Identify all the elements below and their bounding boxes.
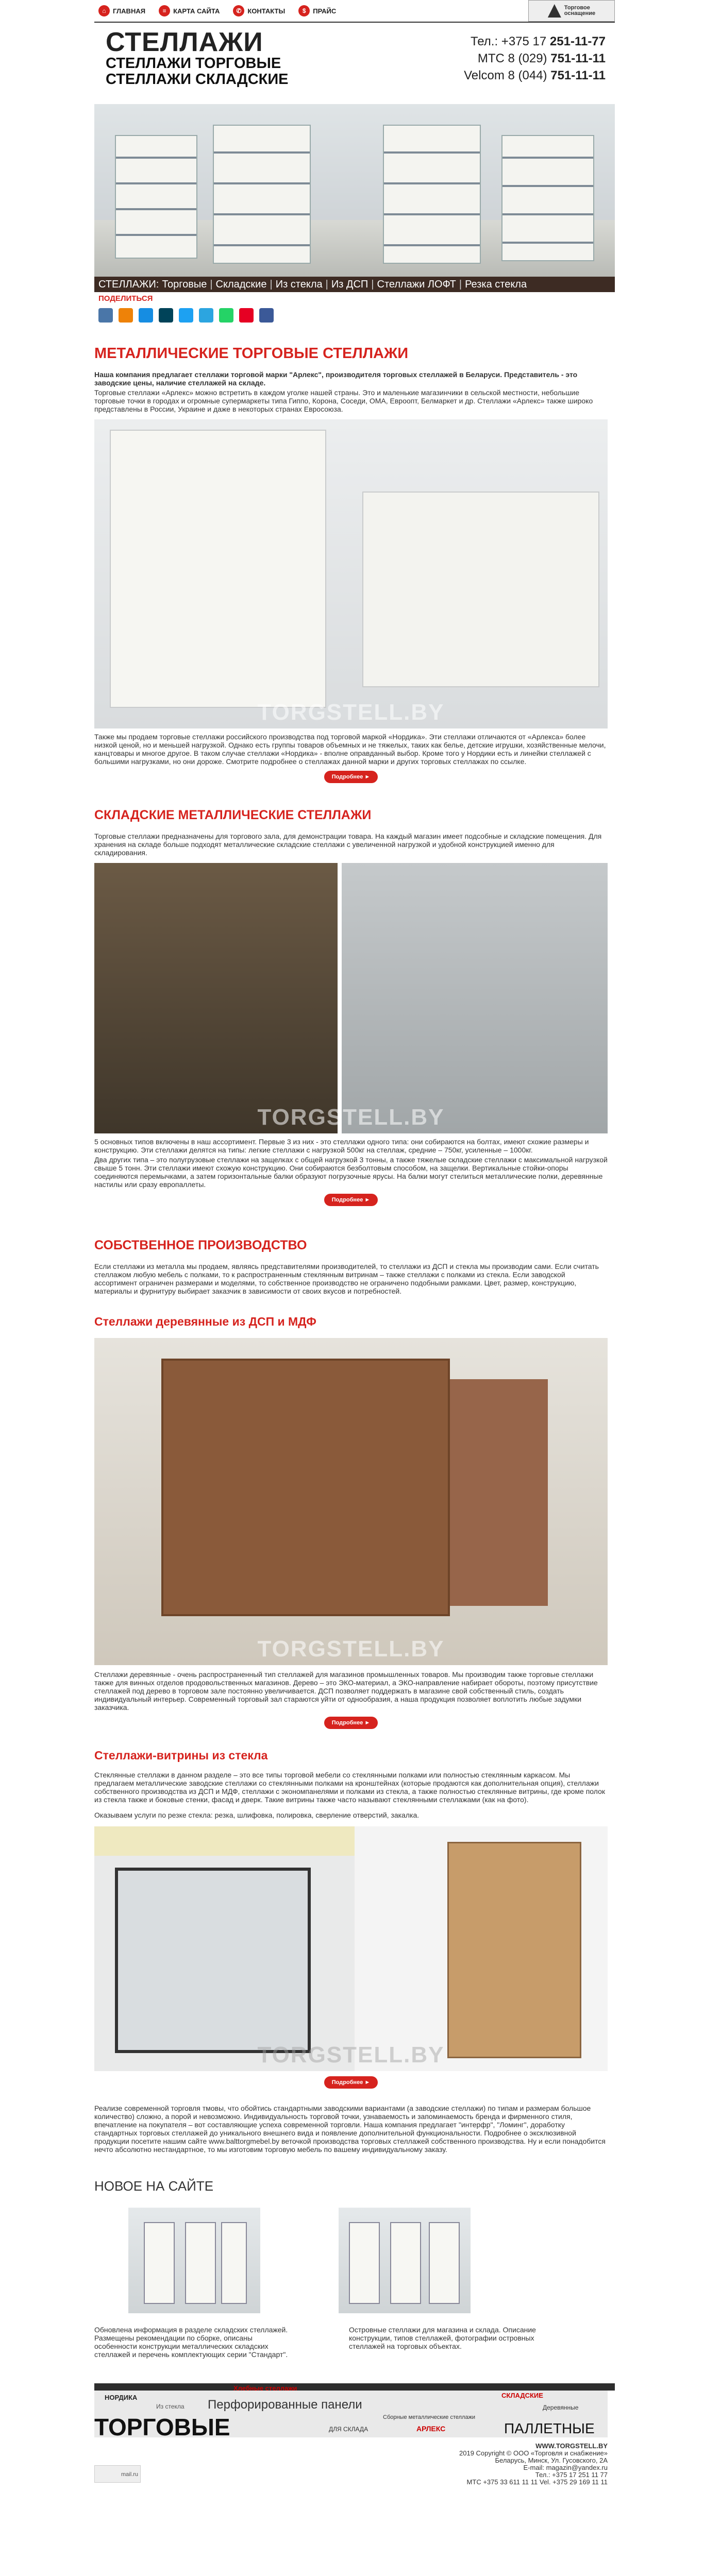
nav-contacts[interactable]: [233, 5, 285, 16]
watermark: TORGSTELL.BY: [257, 1636, 445, 1662]
telegram-icon[interactable]: [199, 308, 213, 323]
nav-label: КОНТАКТЫ: [247, 7, 286, 15]
shelf-illustration: [383, 125, 481, 264]
footer-site[interactable]: WWW.TORGSTELL.BY: [535, 2442, 608, 2450]
nav-price[interactable]: [298, 5, 336, 16]
sitemap-icon: ≡: [159, 5, 170, 16]
logo-icon: [548, 4, 561, 18]
more-button[interactable]: Подробнее ►: [324, 1717, 378, 1729]
section-text: Если стеллажи из металла мы продаем, являясь представителями производителей, то стеллажи из ДСП и стекла мы производим сами. Если считать стеллажом любую мебель с полками, то к распространенным стеклянным витринам – также стеллажи с полками из стекла. Если заводской ассортимент ограничен размерами и моделями, то собственное производство не ограничено подобными рамками. Цвет, размер, конструкцию, материалы и фурнитуру выбирает заказчик в зависимости от своих вкусов и потребностей.: [94, 1262, 599, 1295]
banner-word: Хлебные стеллажи: [233, 2384, 297, 2392]
banner-word: ДЛЯ СКЛАДА: [329, 2426, 368, 2433]
shelf-illustration: [501, 135, 594, 261]
section-title: МЕТАЛЛИЧЕСКИЕ ТОРГОВЫЕ СТЕЛЛАЖИ: [94, 345, 409, 362]
nav-label: ГЛАВНАЯ: [113, 7, 146, 15]
banner-word: Перфорированные панели: [208, 2398, 362, 2412]
logo-line: Торговое: [564, 5, 590, 11]
phone-label: МТС 8 (029): [477, 52, 551, 65]
whatsapp-icon[interactable]: [219, 308, 233, 323]
contacts-icon: ✆: [233, 5, 244, 16]
watermark: TORGSTELL.BY: [257, 1105, 445, 1130]
banner-word: Сборные металлические стеллажи: [383, 2414, 476, 2420]
header-phones: [464, 33, 606, 84]
footer-phone: МТС +375 33 611 11 11 Vel. +375 29 169 11 11: [466, 2478, 608, 2486]
more-button[interactable]: Подробнее ►: [324, 771, 378, 783]
section-lead: Наша компания предлагает стеллажи торговой марки "Арлекс", производителя торговых стеллажей в Беларуси. Представитель - это заводские цены, наличие стеллажей на складе.: [94, 370, 578, 387]
section-text: 5 основных типов включены в наш ассортимент. Первые 3 из них - это стеллажи одного типа: они собираются на болтах, имеют схожие размеры и конструкцию. Эти стеллажи делятся на типы: легкие стеллажи с нагрузкой 500кг на стеллаж, средние – 750кг, усиленные – 1000кг.: [94, 1138, 589, 1154]
link-icon[interactable]: [259, 308, 274, 323]
more-button[interactable]: Подробнее ►: [324, 2076, 378, 2089]
showcase-drawing: [355, 1826, 608, 2071]
twitter-icon[interactable]: [179, 308, 193, 323]
main-content: [94, 345, 615, 2504]
section-text: Торговые стеллажи «Арлекс» можно встретить в каждом уголке нашей страны. Это и маленькие магазинчики в сельской местности, небольшие торговые точки в городах и огромные супермаркеты типа Гиппо, Корона, Соседи, ОМА, Евроопт, Белмаркет и др. Стеллажи «Арлекс» также широко представлены в России, Украине и даже в некоторых странах Евросоюза.: [94, 388, 593, 413]
banner-word: НОРДИКА: [105, 2394, 138, 2401]
news-item[interactable]: [94, 2208, 293, 2359]
section-text: Стеклянные стеллажи в данном разделе – это все типы торговой мебели со стеклянными полками или полностью стеклянным каркасом. Мы предлагаем металлические заводские стеллажи со стеклянными полками на кронштейнах (которые продаются как дополнительная опция), стеллажи собственного производства из ДСП и МДФ, стеллажи с экономпанелями и полками из стекла, а также полностью стеклянные витрины, где кроме полок из стекла также и боковые стенки, фасад и дверк. Такие витрины также часто называют стеклянными стеллажами (как на фото).: [94, 1771, 606, 1804]
phone-label: Velcom 8 (044): [464, 69, 551, 82]
banner-word: Деревянные: [543, 2404, 579, 2411]
section-text: Реализе современной торговля тмовы, что обойтись стандартными заводскими вариантами (а заводские стеллажи) по типам и размерам большое количество) сложно, а порой и невозможно. Индивидуальность торговой точки, узнаваемость и запоминаемость бренда и фирменного стиля, впечатление на покупателя – вот составляющие успеха современной торговли. Наша компания предлагает "интерфр", "Ломинг", доработку стандартных торговых стеллажей до уникального внешнего вида и появление дополнительной функциональности. Подробнее о эксклюзивной продукции посетите нашим сайте www.balttorgmebel.by веточкой производства торговых стеллажей собственного производства. Ну и если понадобится нечто абсолютно нестандартное, то мы изготовим торговую мебель по вашему индивидуальному заказу.: [94, 2104, 606, 2154]
section-text: Также мы продаем торговые стеллажи российского производства под торговой маркой «Нордика». Эти стеллажи отличаются от «Арлекса» более низкой ценой, но и меньшей нагрузкой. Однако есть группы товаров объемных и не тяжелых, таких как белье, детские игрушки, хозяйственные мелочи, канцтовары и многое другое. В таком случае стеллажи «Нордика» - вполне оправданный выбор. Кроме того у Нордики есть и линейки стеллажей с большими нагрузками, но они дороже. Смотрите подробнее о стеллажах данной марки и других торговых стеллажах по ссылке.: [94, 733, 606, 766]
news-thumbnail[interactable]: [339, 2208, 471, 2313]
category-navigation: СТЕЛЛАЖИ: Торговые | Складские | Из стекла | Из ДСП | Стеллажи ЛОФТ | Резка стекла: [94, 277, 615, 292]
nav-label: ПРАЙС: [313, 7, 337, 15]
category-link-glass[interactable]: Из стекла: [275, 278, 323, 290]
counter-badge[interactable]: mail.ru: [94, 2465, 141, 2483]
category-link-warehouse[interactable]: Складские: [215, 278, 267, 290]
wooden-shelves-photo: [94, 1338, 608, 1665]
phone-number[interactable]: 751-11-11: [550, 69, 606, 82]
category-link-loft[interactable]: Стеллажи ЛОФТ: [377, 278, 456, 290]
news-text: Островные стеллажи для магазина и склада. Описание конструкции, типов стеллажей, фотографии островных стеллажей на торговых объектах.: [349, 2326, 536, 2350]
price-icon: $: [298, 5, 310, 16]
footer-address: Беларусь, Минск, Ул. Гусовского, 2А: [495, 2456, 608, 2464]
site-footer: [94, 2437, 608, 2504]
phone-label: Тел.: +375 17: [470, 35, 550, 48]
section-text: Торговые стеллажи предназначены для торгового зала, для демонстрации товара. На каждый магазин имеет подсобные и складские помещения. Для хранения на складе больше подходят металлические складские стеллажи с увеличенной нагрузкой и удобной конструкцией именно для складирования.: [94, 832, 602, 857]
category-link-glass-cutting[interactable]: Резка стекла: [465, 278, 527, 290]
footer-copyright: 2019 Copyright © ООО «Торговля и снабжение»: [459, 2449, 608, 2457]
category-link-chipboard[interactable]: Из ДСП: [331, 278, 368, 290]
page-title: СТЕЛЛАЖИ: [106, 27, 263, 57]
nav-label: КАРТА САЙТА: [173, 7, 220, 15]
hero-image: [94, 104, 615, 277]
page-subtitle: СТЕЛЛАЖИ СКЛАДСКИЕ: [106, 71, 289, 88]
share-label: ПОДЕЛИТЬСЯ: [98, 294, 153, 303]
warehouse-shelves-photos: [94, 863, 608, 1133]
page-subtitle: СТЕЛЛАЖИ ТОРГОВЫЕ: [106, 55, 281, 72]
shelf-illustration: [115, 135, 197, 259]
trade-shelves-photo: [94, 419, 608, 728]
mail-icon[interactable]: [139, 308, 153, 323]
shelf-illustration: [213, 125, 311, 264]
section-title: Стеллажи-витрины из стекла: [94, 1749, 268, 1762]
social-buttons: [98, 308, 615, 323]
phone-number[interactable]: 751-11-11: [550, 52, 606, 65]
footer-phone: Тел.: +375 17 251 11 77: [535, 2471, 608, 2479]
section-title: СОБСТВЕННОЕ ПРОИЗВОДСТВО: [94, 1238, 307, 1252]
news-list: [94, 2208, 608, 2359]
brand-logo[interactable]: [528, 0, 615, 22]
warehouse-photo: [94, 863, 338, 1133]
vk-icon[interactable]: [98, 308, 113, 323]
warehouse-photo: [342, 863, 608, 1133]
home-icon: ⌂: [98, 5, 110, 16]
banner-word: ПАЛЛЕТНЫЕ: [504, 2420, 595, 2436]
banner-word: ТОРГОВЫЕ: [94, 2414, 230, 2441]
banner-word: Из стекла: [156, 2403, 185, 2410]
section-text: Стеллажи деревянные - очень распространенный тип стеллажей для магазинов промышленных товаров. Мы производим также торговые стеллажи также для винных отделов продовольственных магазинов. Дерево – это ЭКО-материал, а ЭКО-направление набирает обороты, поэтому присутствие стеллажей под дерево в торговом зале постоянно увеличивается. ДСП позволяет поддержать в магазине свой собственный стиль, создать индивидуальный интерьер. Современный торговый зал стараются уйти от однообразия, а наша продукция позволяет воплотить любые задумки заказчика.: [94, 1670, 598, 1711]
page: [94, 0, 615, 2504]
ok-icon[interactable]: [119, 308, 133, 323]
category-banner[interactable]: [94, 2383, 608, 2441]
section-title: Стеллажи деревянные из ДСП и МДФ: [94, 1315, 316, 1328]
logo-line: оснащение: [564, 10, 596, 16]
news-thumbnail[interactable]: [128, 2208, 260, 2313]
news-title: НОВОЕ НА САЙТЕ: [94, 2178, 214, 2194]
footer-email[interactable]: E-mail: magazin@yandex.ru: [523, 2464, 608, 2471]
showcase-photo: [94, 1826, 355, 2071]
nav-home[interactable]: [98, 5, 145, 16]
watermark: TORGSTELL.BY: [257, 2042, 445, 2067]
nav-sitemap[interactable]: [159, 5, 220, 16]
lj-icon[interactable]: [159, 308, 173, 323]
news-item[interactable]: [349, 2208, 548, 2359]
page-header: [94, 22, 615, 104]
pinterest-icon[interactable]: [239, 308, 254, 323]
banner-word: АРЛЕКС: [416, 2425, 446, 2433]
section-text: Два других типа – это полугрузовые стеллажи на защелках с общей нагрузкой 3 тонны, а также тяжелые складские стеллажи с максимальной нагрузкой свыше 5 тонн. Эти стеллажи имеют схожую конструкцию. Они собираются безболтовым способом, на защелки. Вертикальные стойки-опоры соединяются перемычками, а затем горизонтальные балки образуют погрузочные ярусы. На балки могут стелиться металлические полки, деревянные настилы или сразу европаллеты.: [94, 1156, 608, 1189]
news-text: Обновлена информация в разделе складских стеллажей. Размещены рекомендации по сборке, описаны особенности конструкции металлических складских стеллажей и перечень комплектующих серии "Стандарт".: [94, 2326, 288, 2359]
category-link-trade[interactable]: Торговые: [162, 278, 207, 290]
section-services: Оказываем услуги по резке стекла: резка, шлифовка, полировка, сверление отверстий, закалка.: [94, 1811, 420, 1819]
glass-showcase-photos: [94, 1826, 608, 2071]
more-button[interactable]: Подробнее ►: [324, 1194, 378, 1206]
section-title: СКЛАДСКИЕ МЕТАЛЛИЧЕСКИЕ СТЕЛЛАЖИ: [94, 808, 372, 822]
category-lead: СТЕЛЛАЖИ:: [98, 278, 159, 290]
watermark: TORGSTELL.BY: [257, 700, 445, 725]
banner-word: СКЛАДСКИЕ: [501, 2392, 543, 2399]
phone-number[interactable]: 251-11-77: [549, 35, 606, 48]
